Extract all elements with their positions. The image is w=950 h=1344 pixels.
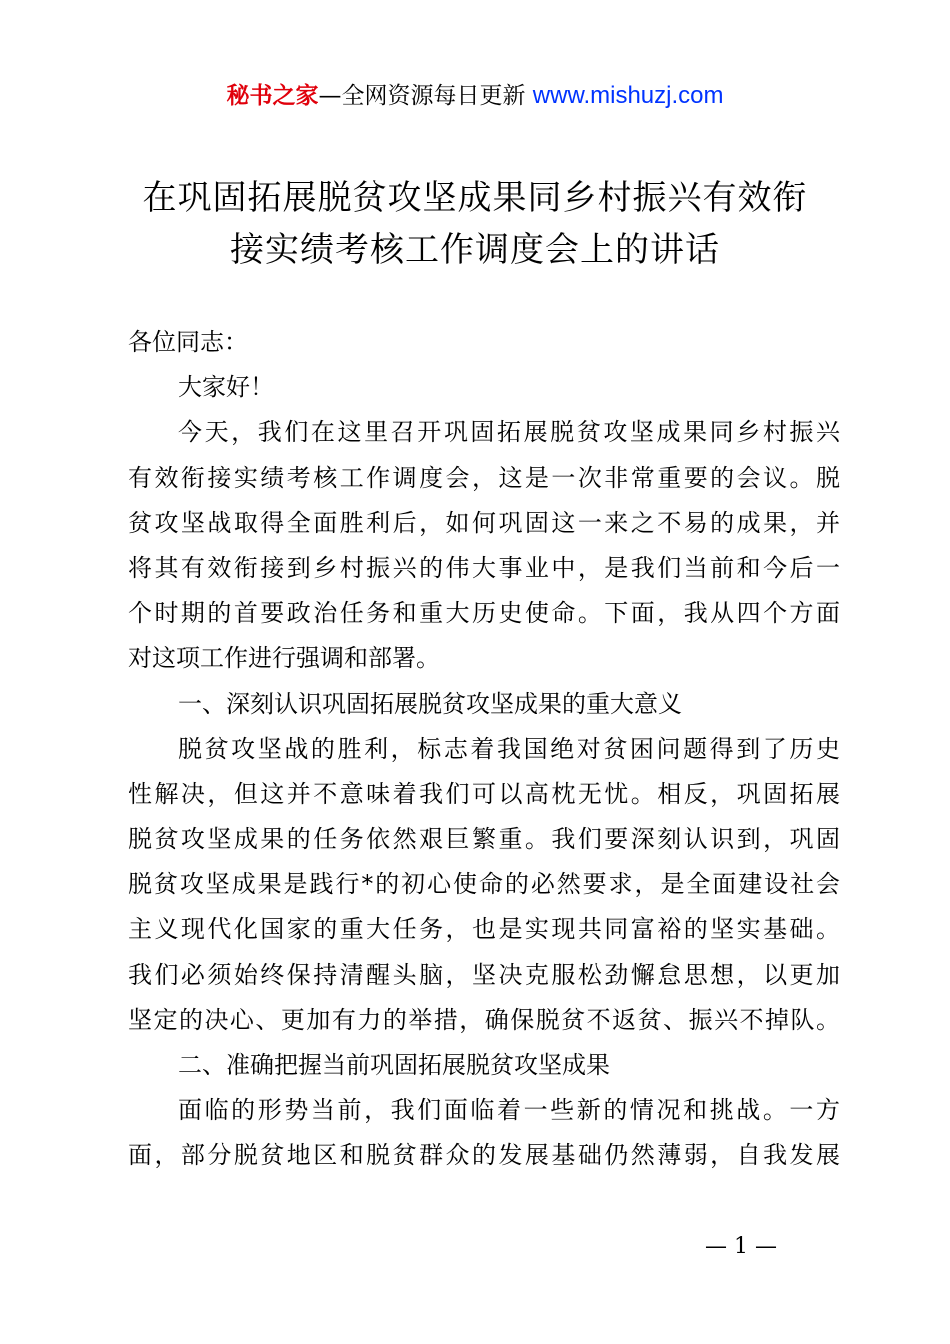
- body-line: 将其有效衔接到乡村振兴的伟大事业中，是我们当前和今后一: [128, 553, 840, 582]
- site-header: [0, 80, 950, 112]
- body-line: 性解决，但这并不意味着我们可以高枕无忧。相反，巩固拓展: [128, 779, 840, 808]
- body-line: 脱贫攻坚成果的任务依然艰巨繁重。我们要深刻认识到，巩固: [128, 825, 840, 854]
- body-line: 坚定的决心、更加有力的举措，确保脱贫不返贫、振兴不掉队。: [128, 1005, 840, 1034]
- site-slogan: —全网资源每日更新: [318, 83, 533, 109]
- title-line-1: 在巩固拓展脱贫攻坚成果同乡村振兴有效衔: [142, 178, 808, 218]
- body-line: 面，部分脱贫地区和脱贫群众的发展基础仍然薄弱，自我发展: [128, 1141, 840, 1170]
- document-body: [128, 320, 840, 1179]
- body-line: 对这项工作进行强调和部署。: [128, 644, 440, 673]
- body-line: 有效衔接实绩考核工作调度会，这是一次非常重要的会议。脱: [128, 463, 840, 492]
- body-line: 今天，我们在这里召开巩固拓展脱贫攻坚成果同乡村振兴: [178, 418, 840, 447]
- body-line: 脱贫攻坚成果是践行*的初心使命的必然要求，是全面建设社会: [128, 870, 840, 899]
- body-line: 贫攻坚战取得全面胜利后，如何巩固这一来之不易的成果，并: [128, 508, 840, 537]
- body-line: 个时期的首要政治任务和重大历史使命。下面，我从四个方面: [128, 599, 840, 628]
- title-line-2: 接实绩考核工作调度会上的讲话: [230, 230, 720, 270]
- body-line: 脱贫攻坚战的胜利，标志着我国绝对贫困问题得到了历史: [178, 734, 840, 763]
- site-url-link[interactable]: www.mishuzj.com: [532, 82, 724, 109]
- body-line: 面临的形势当前，我们面临着一些新的情况和挑战。一方: [178, 1096, 840, 1125]
- section-heading-1: 一、深刻认识巩固拓展脱贫攻坚成果的重大意义: [178, 689, 682, 718]
- page-number-text: — 1 —: [705, 1234, 777, 1259]
- site-brand: 秘书之家: [226, 83, 319, 109]
- section-heading-2: 二、准确把握当前巩固拓展脱贫攻坚成果: [178, 1051, 610, 1079]
- body-line: 主义现代化国家的重大任务，也是实现共同富裕的坚实基础。: [128, 915, 840, 944]
- body-line: 我们必须始终保持清醒头脑，坚决克服松劲懈怠思想，以更加: [128, 960, 840, 989]
- salutation: 各位同志：: [128, 328, 248, 356]
- greeting: 大家好！: [178, 373, 274, 402]
- document-title: [100, 172, 850, 276]
